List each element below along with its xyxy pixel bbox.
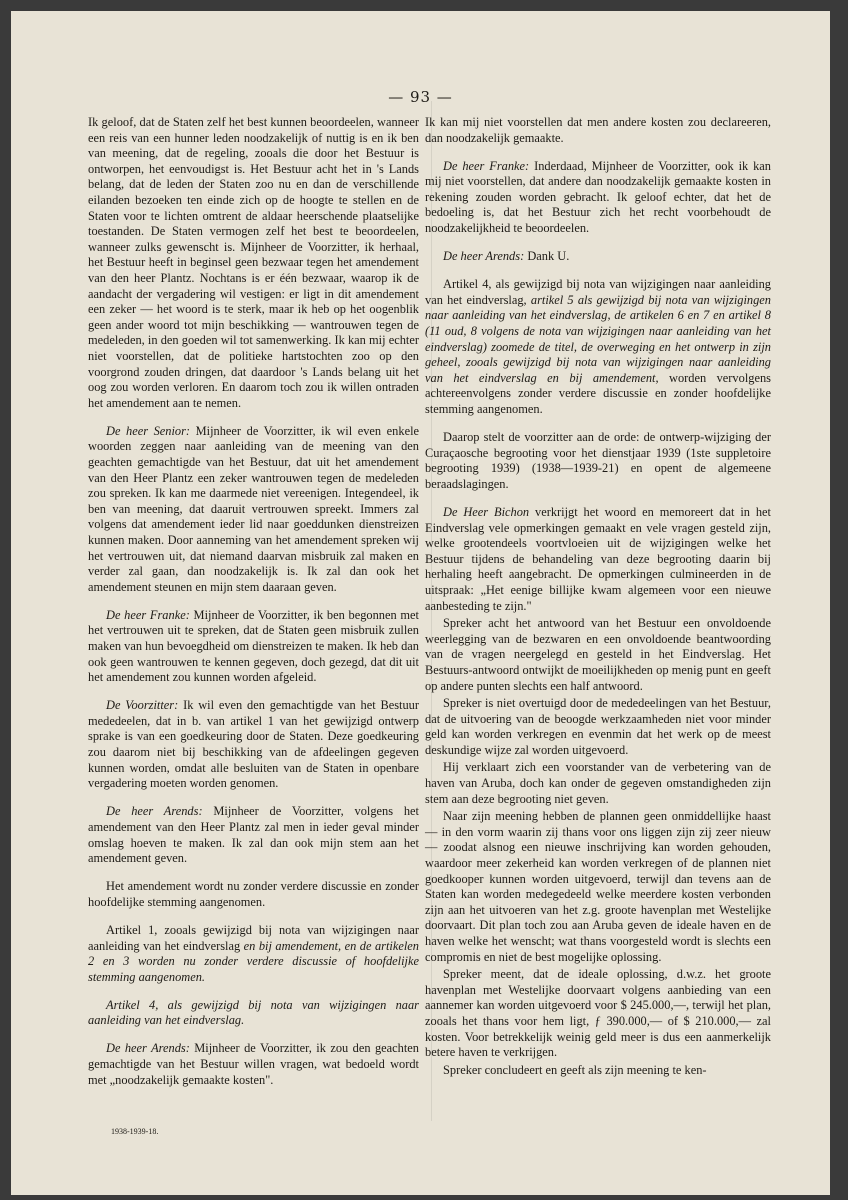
resolution-text: worden vervolgens achtereenvolgens zonder verdere discussie en zonder hoofdelijke stemming aangenomen. [425,370,771,416]
speaker-name: De heer Senior: [106,423,191,438]
paragraph: Ik geloof, dat de Staten zelf het best kunnen beoordeelen, wanneer een reis van een hunner leden noodzakelijk of nuttig is en ik ben van meening, dat de regeling, zooals die door het Bestuur is ontworpen, het eenvoudigst is. Het Bestuur acht het in 's Lands belang, dat de leden der Staten zoo nu en dan de verschillende eilanden bezoeken ten einde zich op de hoogte te stellen en de Staten voor te lichten omtrent de aldaar heerschende plaatselijke toestanden. De Staten vermogen zelf het best te beoordeelen, wanneer zulks gewenscht is. Mijnheer de Voorzitter, ik herhaal, het Bestuur heeft in beginsel geen bezwaar tegen het amendement van den heer Plantz. Nochtans is er één bezwaar, waarop ik de aandacht der vergadering wil vestigen: er ligt in dit amendement een zeker — het woord is te sterk, maar ik heb op het oogenblik geen ander woord tot mijn beschikking — wantrouwen tegen de medeleden, in den goeden wil tot samenwerking. Ik kan mij echter niet voorstellen, dat de politieke hartstochten zoo op den voorgrond zouden dringen, dat daardoor 's Lands belang uit het oog zou worden verloren. En daarom toch zou ik willen ontraden het amendement aan te nemen. [88,115,419,410]
speech-text: Mijnheer de Voorzitter, ik wil even enkele woorden zeggen naar aanleiding van de meening van den geachten gemachtigde van het Bestuur, dat uit het amendement van den Heer Plantz een zeker wantrouwen tegen de medeleden zou spreken. Ik kan me daarmede niet vereenigen. Integendeel, ik ben van meening, dat daaruit vertrouwen spreekt. Immers zal volgens dat amendement ieder lid naar goeddunken dienstreizen kunnen maken. Door aanneming van het amendement spreken wij het vertrouwen uit, dat niemand daarvan misbruik zal maken en verder zal gaan, dan noodzakelijk is. Ik zal dan ook het amendement steunen en mijn stem daaraan geven. [88,423,420,594]
speaker-name: De heer Arends: [443,249,525,264]
paragraph: Spreker meent, dat de ideale oplossing, d.w.z. het groote havenplan met Westelijke doorvaart volgens aanbieding van een aannemer kan worden uitgevoerd voor $ 245.000,—, terwijl het plan, zooals het thans voor hem ligt, ƒ 390.000,— of $ 210.000,— zal kosten. Voor betrekkelijk weinig geld meer is dus een aanmerkelijk betere haven te verkrijgen. [425,967,771,1060]
paragraph [88,608,419,686]
speaker-name: De heer Arends: [106,1041,190,1056]
speaker-name: De heer Arends: [106,804,203,819]
speech-text: Mijnheer de Voorzitter, ik zou den geachten gemachtigde van het Bestuur willen vragen, wat bedoeld wordt met „noodzakelijk gemaakte kosten". [88,1041,419,1087]
page-number: — 93 — [388,88,453,106]
paragraph [88,804,419,866]
speech-text: Mijnheer de Voorzitter, ik ben begonnen met het vertrouwen uit te spreken, dat de Staten geen misbruik zullen maken van hun bevoegdheid om dienstreizen te maken. Ik heb dan ook geen wantrouwen te kennen gegeven, doch gezegd, dat dit uit het amendement zou kunnen worden afgeleid. [88,607,419,685]
resolution-italic-text: en bij amendement, en de artikelen 2 en 3 worden nu zonder verdere discussie of hoofdelijke stemming aangenomen. [88,938,419,984]
speech-text: Mijnheer de Voorzitter, volgens het amendement van den Heer Plantz zal men in ieder geval minder omslag hoeven te maken. Ik zal dan ook mijn stem aan het amendement geven. [88,804,419,866]
speaker-name: De heer Franke: [106,607,190,622]
footer-code: 1938-1939-18. [111,1127,159,1136]
paragraph: Spreker concludeert en geeft als zijn meening te ken- [443,1062,707,1077]
right-column [425,115,771,1078]
resolution-italic-text: artikel 5 als gewijzigd bij nota van wijzigingen naar aanleiding van het eindverslag, de artikelen 6 en 7 en artikel 8 (11 oud, 8 volgens de nota van wijzigingen naar aanleiding van het eindverslag) zoomede de titel, de overweging en het ontwerp in zijn geheel, zooals gewijzigd bij nota van wijzigingen naar aanleiding van het eindverslag en bij amendement, [425,292,771,385]
speech-text: verkrijgt het woord en memoreert dat in het Eindverslag vele opmerkingen gemaakt en vele vragen gesteld zijn, welke grootendeels voortvloeien uit de wijzigingen welke het Bestuur tijdens de behandeling van deze begrooting daarin bij herhaling heeft aangebracht. De opmerkingen culmineerden in de uitspraak: „Het eenige billijke kwam algemeen voor een nieuwe aanbesteding te zijn." [425,504,771,613]
paragraph: Spreker is niet overtuigd door de mededeelingen van het Bestuur, dat de uitvoering van de beoogde werkzaamheden niet voor minder geld kan worden verkregen en evenmin dat het werk op de meest deskundige wijze zal worden uitgevoerd. [425,696,771,757]
paragraph: Daarop stelt de voorzitter aan de orde: de ontwerp-wijziging der Curaçaosche begrooting voor het dienstjaar 1939 (1ste suppletoire begrooting 1939) (1938—1939-21) en opent de algemeene beraadslagingen. [425,430,771,491]
paragraph: Naar zijn meening hebben de plannen geen onmiddellijke haast — in den vorm waarin zij thans voor ons liggen zijn zij zeer nieuw — zoodat alsnog een nieuwe inschrijving kan worden gehouden, waardoor meer zekerheid kan worden verkregen of de plannen niet goedkooper kunnen worden uitgevoerd, terwijl dan tevens aan de Staten kan worden medegedeeld welke meerdere kosten verbonden zijn aan het uitvoeren van het z.g. groote havenplan met Westelijke doorvaart. Dit plan toch zou aan Aruba geven de ideale haven en de haven welke het wenscht; wat thans voorgesteld wordt is slechts een compromis en niet de best mogelijke oplossing. [425,809,771,964]
paragraph [425,277,771,417]
paragraph: Hij verklaart zich een voorstander van de verbetering van de haven van Aruba, doch kan onder de gegeven omstandigheden zijn stem aan deze begrooting niet geven. [425,760,771,806]
resolution-text: Artikel 4, als gewijzigd bij nota van wijzigingen naar aanleiding van het eindverslag, [425,277,771,307]
paragraph: Het amendement wordt nu zonder verdere discussie en zonder hoofdelijke stemming aangenomen. [88,879,419,909]
paragraph [88,698,419,792]
speaker-name: De heer Franke: [443,158,530,173]
paragraph: Ik kan mij niet voorstellen dat men andere kosten zou declareeren, dan noodzakelijk gemaakte. [425,115,771,145]
speaker-name: De Voorzitter: [106,698,179,713]
speech-text: Ik wil even den gemachtigde van het Bestuur mededeelen, dat in b. van artikel 1 van het gewijzigd ontwerp sprake is van een goedkeuring door de Staten. Deze goedkeuring zou daarom niet bij beschikking van de afdeelingen gegeven kunnen worden, omdat alle besluiten van de Staten in openbare vergadering moeten worden genomen. [88,698,419,791]
paragraph: Spreker acht het antwoord van het Bestuur een onvoldoende weerlegging van de bezwaren en een onvoldoende beantwoording van de vragen neergelegd en gesteld in het Eindverslag. Het Bestuurs-antwoord ontwijkt de moeilijkheden op menig punt en geeft op andere punten slechts een half antwoord. [425,616,771,693]
speaker-name: De Heer Bichon [443,504,530,519]
document-page [11,11,830,1195]
left-column [88,115,419,1101]
paragraph [425,159,771,237]
paragraph [88,923,419,985]
resolution-text: Artikel 1, zooals gewijzigd bij nota van wijzigingen naar aanleiding van het eindverslag [88,922,419,953]
speech-text: Dank U. [524,249,570,264]
paragraph [88,1041,419,1088]
paragraph: Artikel 4, als gewijzigd bij nota van wijzigingen naar aanleiding van het eindverslag. [88,997,419,1028]
speech-text: Inderdaad, Mijnheer de Voorzitter, ook ik kan mij niet voorstellen, dat andere dan noodzakelijk gemaakte kosten in rekening zouden worden gebracht. Ik geloof echter, dat het de bedoeling is, dat het Bestuur zich het recht voorbehoudt de noodzakelijkheid te beoordeelen. [425,158,771,236]
paragraph [88,424,419,596]
paragraph [425,505,771,614]
paragraph [425,249,771,265]
